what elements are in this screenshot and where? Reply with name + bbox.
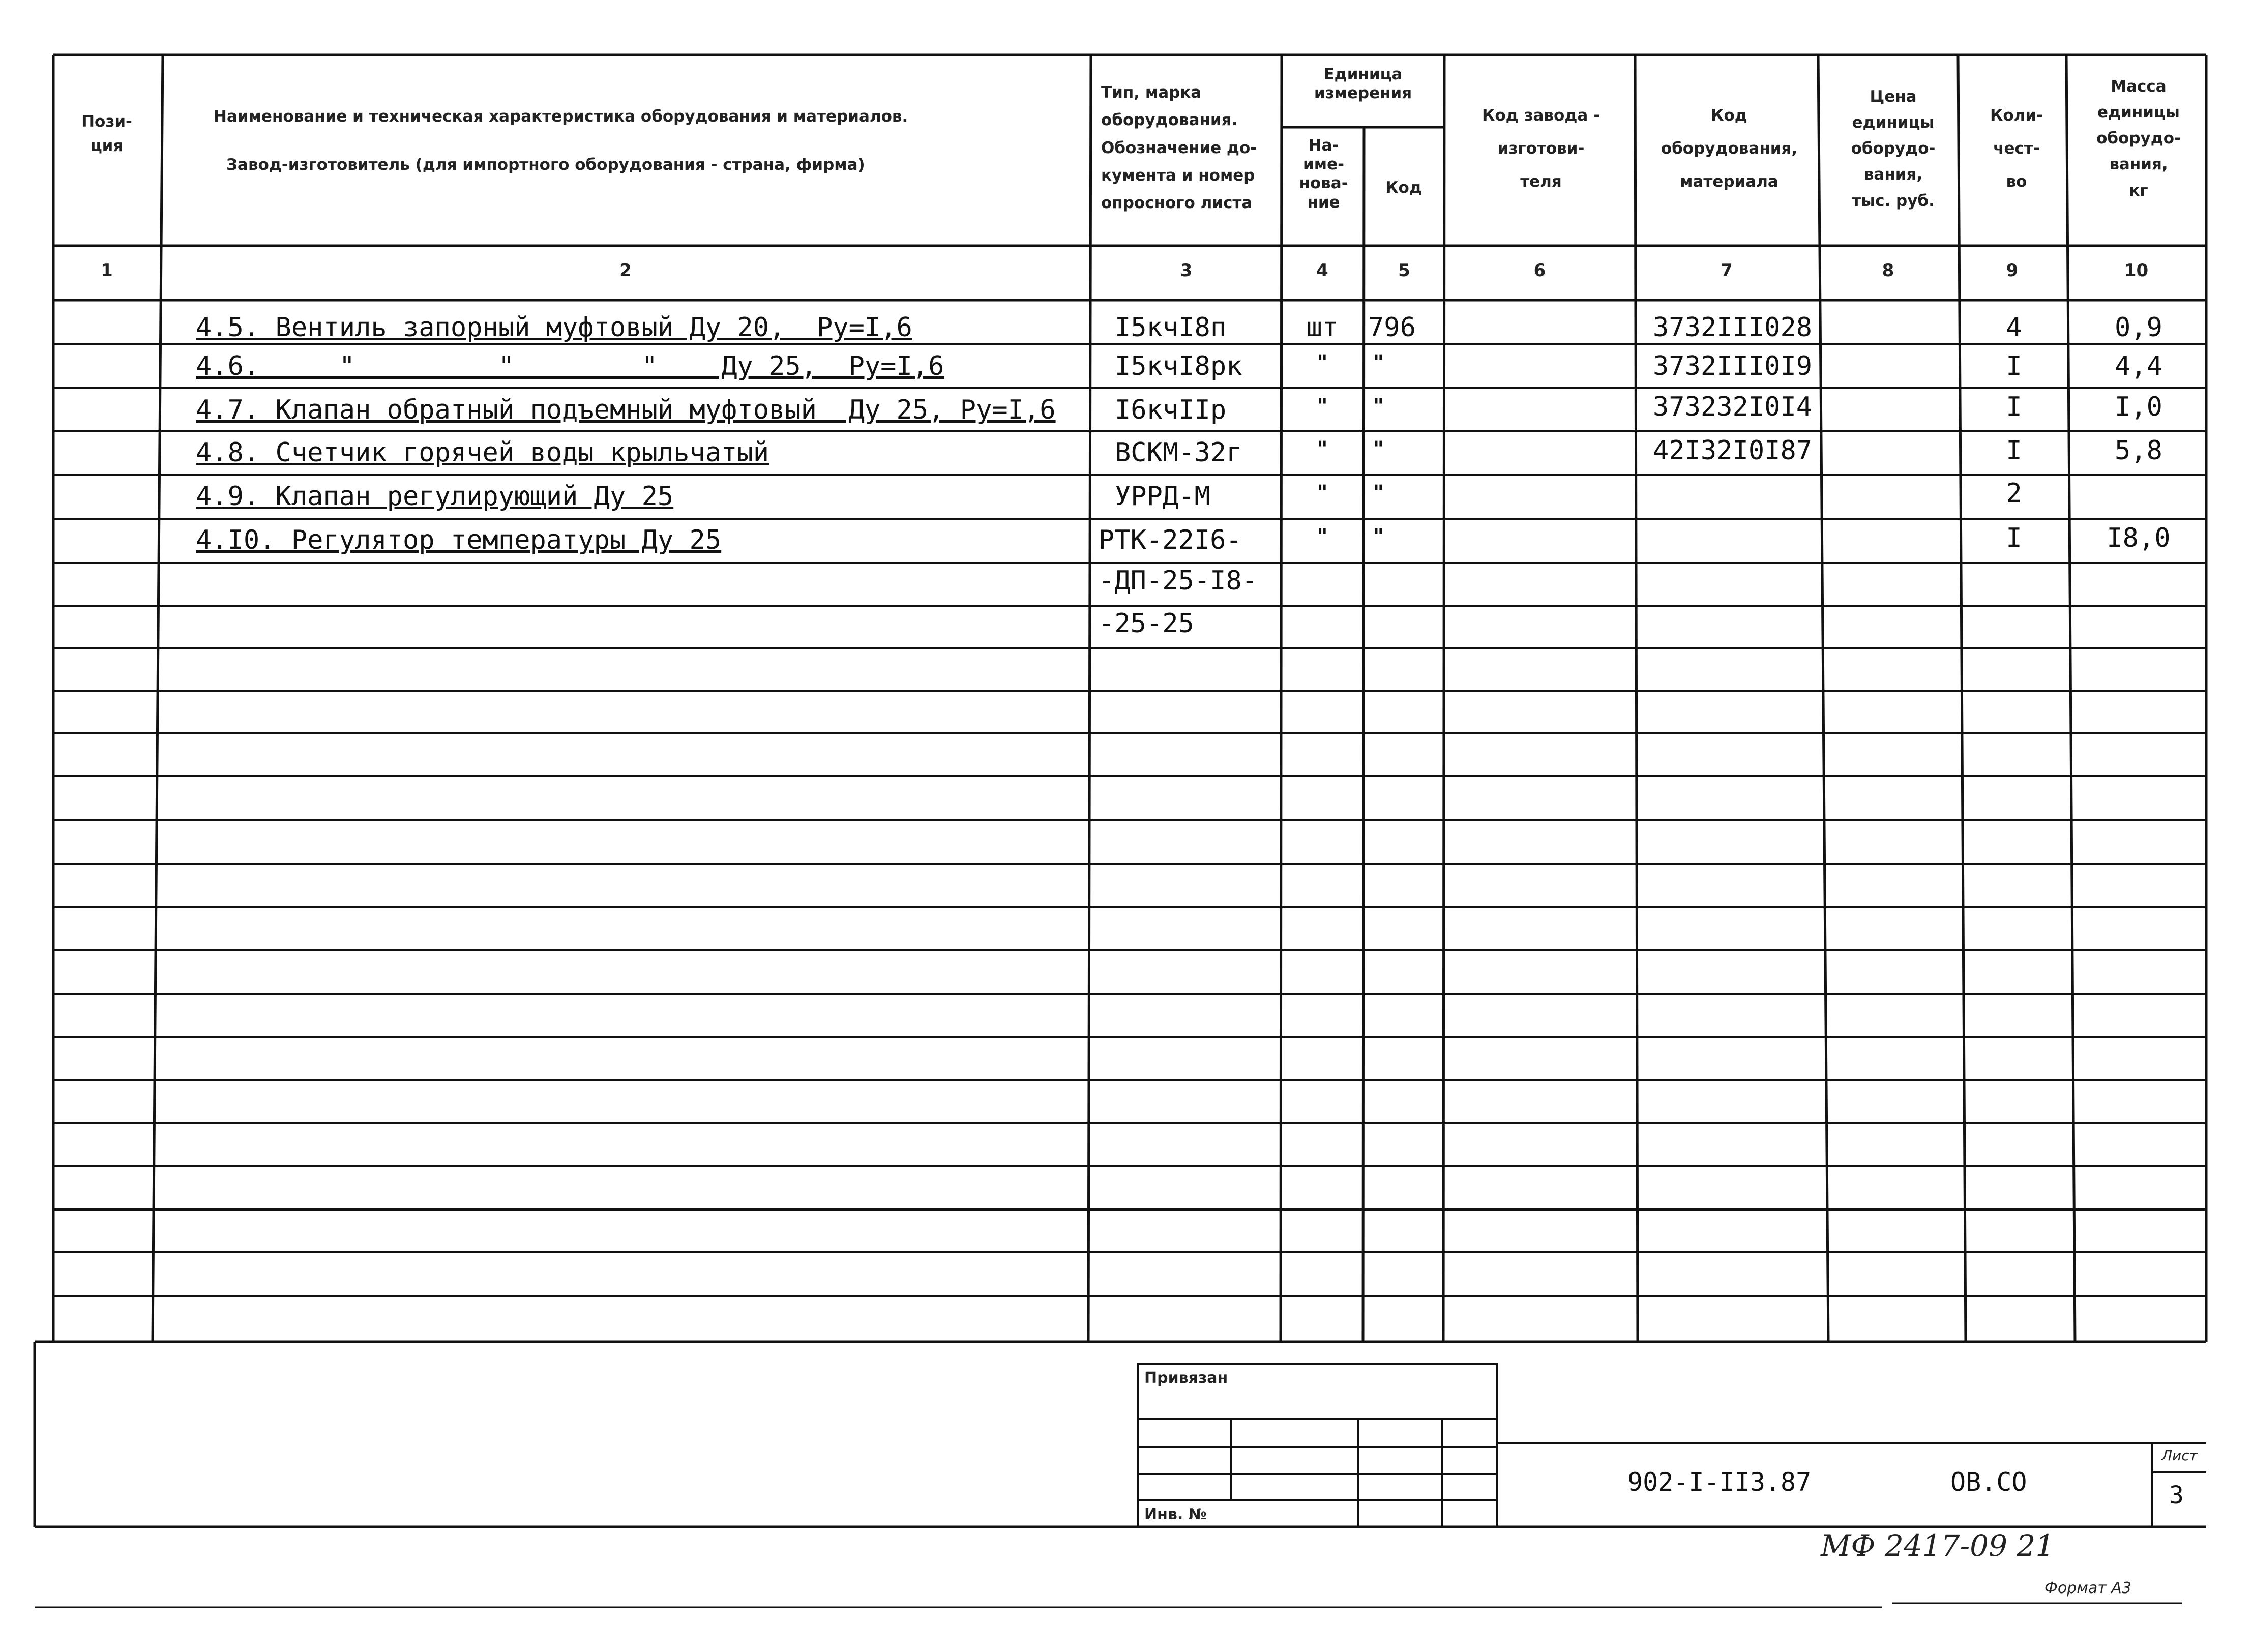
row-mass: 5,8	[2115, 435, 2162, 466]
row-name: 4.8. Счетчик горячей воды крыльчатый	[196, 437, 769, 468]
header-name-line1: Наименование и техническая характеристика оборудования и материалов.	[214, 107, 908, 126]
row-unit: "	[1317, 481, 1328, 505]
row-name: 4.7. Клапан обратный подъемный муфтовый Ду 25, Ру=I,6	[196, 395, 1056, 425]
document-code: ОВ.СО	[1950, 1467, 2027, 1497]
header-price: Цена единицы оборудо- вания, тыс. руб.	[1851, 87, 1936, 210]
row-type: I5кчI8рк	[1115, 351, 1242, 381]
row-name: 4.6. " " " Ду 25, Ру=I,6	[196, 351, 944, 381]
column-number: 10	[2124, 260, 2149, 281]
row-name: 4.9. Клапан регулирующий Ду 25	[196, 481, 674, 512]
column-number: 8	[1882, 260, 1894, 281]
column-number: 3	[1180, 260, 1193, 281]
row-unit-code: "	[1373, 525, 1384, 548]
row-unit: "	[1317, 437, 1328, 461]
row-unit: "	[1317, 395, 1328, 418]
row-unit-code: "	[1373, 395, 1384, 418]
column-number: 6	[1533, 260, 1546, 281]
row-quantity: I	[2006, 435, 2022, 466]
column-number: 2	[619, 260, 632, 281]
header-unit-group: Единица измерения	[1314, 65, 1412, 103]
column-number: 5	[1398, 260, 1410, 281]
row-name: 4.I0. Регулятор температуры Ду 25	[196, 525, 722, 555]
row-mass: I8,0	[2107, 523, 2171, 553]
row-unit-code: "	[1373, 481, 1384, 505]
column-number: 4	[1316, 260, 1328, 281]
row-type: РТК-22I6-	[1099, 525, 1242, 555]
row-unit: шт	[1306, 312, 1339, 343]
header-name-line2: Завод-изготовитель (для импортного оборудования - страна, фирма)	[226, 156, 865, 174]
row-type-continued: -ДП-25-I8-	[1099, 566, 1258, 596]
row-mass: 4,4	[2115, 351, 2162, 381]
document-number: 902-I-II3.87	[1627, 1467, 1812, 1497]
header-mass: Масса единицы оборудо- вания, кг	[2096, 77, 2181, 200]
row-equipment-code: 373232I0I4	[1653, 392, 1813, 422]
row-unit-code: "	[1373, 437, 1384, 461]
header-unit-code: Код	[1385, 179, 1422, 197]
stamp-inventory-label: Инв. №	[1144, 1506, 1207, 1523]
row-mass: 0,9	[2115, 312, 2162, 343]
row-unit: "	[1317, 351, 1328, 374]
row-unit-code: 796	[1368, 312, 1416, 343]
column-number: 9	[2006, 260, 2019, 281]
row-type: УРРД-М	[1115, 481, 1210, 512]
header-unit-name: На- име- нова- ние	[1299, 136, 1348, 212]
row-quantity: I	[2006, 523, 2022, 553]
row-unit: "	[1317, 525, 1328, 548]
row-quantity: I	[2006, 351, 2022, 381]
column-number: 7	[1721, 260, 1733, 281]
row-type-continued: -25-25	[1099, 608, 1194, 639]
row-quantity: 4	[2006, 312, 2022, 343]
stamp-linked-label: Привязан	[1144, 1369, 1228, 1387]
row-equipment-code: 3732III028	[1653, 312, 1813, 343]
format-label: Формат А3	[2044, 1579, 2131, 1597]
column-number: 1	[101, 260, 113, 281]
handwritten-archive-number: МФ 2417-09 21	[1821, 1528, 2055, 1563]
row-equipment-code: 42I32I0I87	[1653, 435, 1813, 466]
row-quantity: I	[2006, 392, 2022, 422]
row-type: I5кчI8п	[1115, 312, 1227, 343]
row-mass: I,0	[2115, 392, 2162, 422]
header-quantity: Коли- чест- во	[1990, 106, 2043, 191]
row-name: 4.5. Вентиль запорный муфтовый Ду 20, Ру=I,6	[196, 312, 912, 343]
header-position: Пози- ция	[81, 112, 132, 156]
sheet-number: 3	[2169, 1481, 2184, 1510]
header-equipment-code: Код оборудования, материала	[1661, 106, 1798, 191]
sheet-label: Лист	[2161, 1447, 2198, 1464]
row-type: ВСКМ-32г	[1115, 437, 1242, 468]
row-equipment-code: 3732III0I9	[1653, 351, 1813, 381]
header-factory-code: Код завода - изготови- теля	[1482, 106, 1600, 191]
header-type: Тип, марка оборудования. Обозначение до- кумента и номер опросного листа	[1101, 83, 1257, 212]
row-quantity: 2	[2006, 478, 2022, 509]
row-type: I6кчIIр	[1115, 395, 1227, 425]
row-unit-code: "	[1373, 351, 1384, 374]
